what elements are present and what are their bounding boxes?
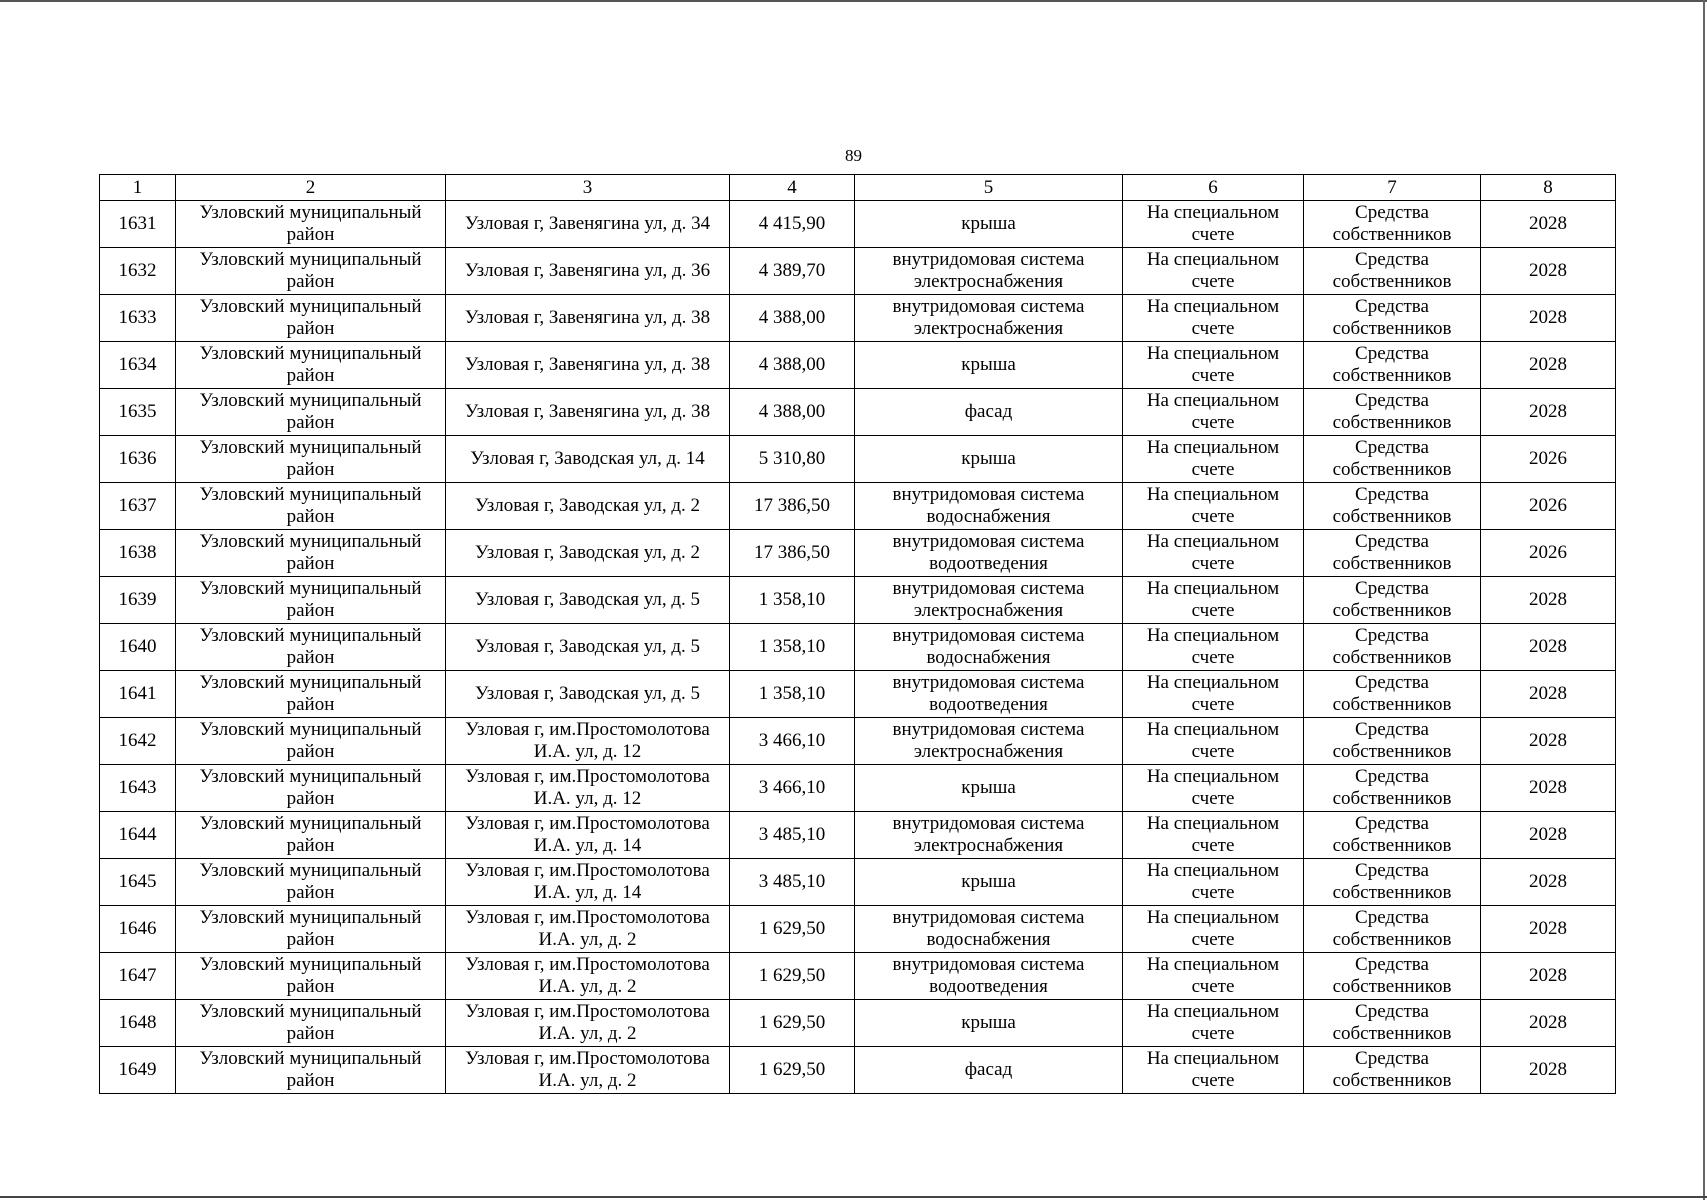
area-cell: 4 388,00	[730, 342, 855, 389]
account-type-cell: На специальном счете	[1123, 859, 1304, 906]
area-cell: 3 466,10	[730, 765, 855, 812]
account-type-cell: На специальном счете	[1123, 812, 1304, 859]
funding-source-cell: Средства собственников	[1304, 1000, 1481, 1047]
table-body	[100, 201, 1616, 1094]
address-cell: Узловая г, Завенягина ул, д. 34	[446, 201, 730, 248]
account-type-cell: На специальном счете	[1123, 1047, 1304, 1094]
address-cell: Узловая г, Заводская ул, д. 2	[446, 483, 730, 530]
area-cell: 1 629,50	[730, 1000, 855, 1047]
district-cell: Узловский муниципальный район	[176, 483, 446, 530]
table-row	[100, 577, 1616, 624]
work-type-cell: крыша	[855, 1000, 1123, 1047]
table-row	[100, 342, 1616, 389]
year-cell: 2028	[1481, 389, 1616, 436]
row-number-cell: 1632	[100, 248, 176, 295]
district-cell: Узловский муниципальный район	[176, 295, 446, 342]
account-type-cell: На специальном счете	[1123, 718, 1304, 765]
year-cell: 2028	[1481, 906, 1616, 953]
top-scan-edge	[0, 0, 1707, 2]
work-type-cell: внутридомовая система водоснабжения	[855, 483, 1123, 530]
area-cell: 1 358,10	[730, 624, 855, 671]
address-cell: Узловая г, Завенягина ул, д. 38	[446, 342, 730, 389]
page-number: 89	[845, 146, 862, 165]
row-number-cell: 1645	[100, 859, 176, 906]
address-cell: Узловая г, Завенягина ул, д. 38	[446, 295, 730, 342]
work-type-cell: внутридомовая система электроснабжения	[855, 812, 1123, 859]
right-scan-edge	[1703, 0, 1705, 1200]
work-type-cell: фасад	[855, 1047, 1123, 1094]
area-cell: 17 386,50	[730, 530, 855, 577]
row-number-cell: 1636	[100, 436, 176, 483]
work-type-cell: внутридомовая система электроснабжения	[855, 577, 1123, 624]
area-cell: 1 629,50	[730, 1047, 855, 1094]
account-type-cell: На специальном счете	[1123, 342, 1304, 389]
work-type-cell: крыша	[855, 342, 1123, 389]
year-cell: 2028	[1481, 342, 1616, 389]
header-row	[100, 175, 1616, 201]
area-cell: 1 629,50	[730, 953, 855, 1000]
row-number-cell: 1648	[100, 1000, 176, 1047]
row-number-cell: 1639	[100, 577, 176, 624]
table-row	[100, 624, 1616, 671]
table-row	[100, 718, 1616, 765]
table-row	[100, 765, 1616, 812]
row-number-cell: 1649	[100, 1047, 176, 1094]
column-header: 5	[855, 175, 1123, 201]
account-type-cell: На специальном счете	[1123, 295, 1304, 342]
year-cell: 2028	[1481, 812, 1616, 859]
account-type-cell: На специальном счете	[1123, 483, 1304, 530]
address-cell: Узловая г, Заводская ул, д. 2	[446, 530, 730, 577]
district-cell: Узловский муниципальный район	[176, 342, 446, 389]
district-cell: Узловский муниципальный район	[176, 624, 446, 671]
district-cell: Узловский муниципальный район	[176, 577, 446, 624]
year-cell: 2028	[1481, 859, 1616, 906]
district-cell: Узловский муниципальный район	[176, 389, 446, 436]
district-cell: Узловский муниципальный район	[176, 765, 446, 812]
district-cell: Узловский муниципальный район	[176, 671, 446, 718]
funding-source-cell: Средства собственников	[1304, 436, 1481, 483]
year-cell: 2028	[1481, 577, 1616, 624]
year-cell: 2028	[1481, 1000, 1616, 1047]
account-type-cell: На специальном счете	[1123, 248, 1304, 295]
account-type-cell: На специальном счете	[1123, 389, 1304, 436]
account-type-cell: На специальном счете	[1123, 530, 1304, 577]
address-cell: Узловая г, Завенягина ул, д. 38	[446, 389, 730, 436]
funding-source-cell: Средства собственников	[1304, 201, 1481, 248]
area-cell: 1 358,10	[730, 671, 855, 718]
account-type-cell: На специальном счете	[1123, 906, 1304, 953]
row-number-cell: 1647	[100, 953, 176, 1000]
column-header: 1	[100, 175, 176, 201]
table-row	[100, 812, 1616, 859]
address-cell: Узловая г, им.Простомолотова И.А. ул, д. 2	[446, 953, 730, 1000]
account-type-cell: На специальном счете	[1123, 953, 1304, 1000]
column-header: 3	[446, 175, 730, 201]
work-type-cell: внутридомовая система водоотведения	[855, 530, 1123, 577]
year-cell: 2028	[1481, 248, 1616, 295]
row-number-cell: 1642	[100, 718, 176, 765]
column-header: 6	[1123, 175, 1304, 201]
table-row	[100, 389, 1616, 436]
area-cell: 4 388,00	[730, 389, 855, 436]
row-number-cell: 1638	[100, 530, 176, 577]
work-type-cell: внутридомовая система водоснабжения	[855, 906, 1123, 953]
funding-source-cell: Средства собственников	[1304, 248, 1481, 295]
address-cell: Узловая г, им.Простомолотова И.А. ул, д. 2	[446, 1000, 730, 1047]
column-header: 2	[176, 175, 446, 201]
work-type-cell: крыша	[855, 859, 1123, 906]
row-number-cell: 1644	[100, 812, 176, 859]
year-cell: 2028	[1481, 1047, 1616, 1094]
address-cell: Узловая г, им.Простомолотова И.А. ул, д. 14	[446, 859, 730, 906]
account-type-cell: На специальном счете	[1123, 671, 1304, 718]
column-header: 8	[1481, 175, 1616, 201]
area-cell: 3 485,10	[730, 812, 855, 859]
year-cell: 2026	[1481, 530, 1616, 577]
funding-source-cell: Средства собственников	[1304, 577, 1481, 624]
funding-source-cell: Средства собственников	[1304, 953, 1481, 1000]
area-cell: 5 310,80	[730, 436, 855, 483]
year-cell: 2028	[1481, 624, 1616, 671]
district-cell: Узловский муниципальный район	[176, 201, 446, 248]
account-type-cell: На специальном счете	[1123, 1000, 1304, 1047]
row-number-cell: 1634	[100, 342, 176, 389]
table-row	[100, 671, 1616, 718]
funding-source-cell: Средства собственников	[1304, 1047, 1481, 1094]
table-row	[100, 201, 1616, 248]
table-header	[100, 175, 1616, 201]
address-cell: Узловая г, Заводская ул, д. 5	[446, 671, 730, 718]
funding-source-cell: Средства собственников	[1304, 718, 1481, 765]
funding-source-cell: Средства собственников	[1304, 859, 1481, 906]
funding-source-cell: Средства собственников	[1304, 906, 1481, 953]
table-row	[100, 1047, 1616, 1094]
area-cell: 1 629,50	[730, 906, 855, 953]
funding-source-cell: Средства собственников	[1304, 483, 1481, 530]
table-row	[100, 248, 1616, 295]
account-type-cell: На специальном счете	[1123, 577, 1304, 624]
funding-source-cell: Средства собственников	[1304, 765, 1481, 812]
area-cell: 4 388,00	[730, 295, 855, 342]
year-cell: 2028	[1481, 953, 1616, 1000]
table-row	[100, 530, 1616, 577]
work-type-cell: внутридомовая система электроснабжения	[855, 295, 1123, 342]
account-type-cell: На специальном счете	[1123, 436, 1304, 483]
address-cell: Узловая г, им.Простомолотова И.А. ул, д. 2	[446, 1047, 730, 1094]
work-type-cell: крыша	[855, 436, 1123, 483]
funding-source-cell: Средства собственников	[1304, 624, 1481, 671]
row-number-cell: 1633	[100, 295, 176, 342]
address-cell: Узловая г, Заводская ул, д. 5	[446, 577, 730, 624]
row-number-cell: 1631	[100, 201, 176, 248]
row-number-cell: 1637	[100, 483, 176, 530]
table-row	[100, 436, 1616, 483]
table-row	[100, 906, 1616, 953]
work-type-cell: крыша	[855, 765, 1123, 812]
work-type-cell: крыша	[855, 201, 1123, 248]
area-cell: 4 415,90	[730, 201, 855, 248]
district-cell: Узловский муниципальный район	[176, 953, 446, 1000]
year-cell: 2028	[1481, 718, 1616, 765]
area-cell: 17 386,50	[730, 483, 855, 530]
district-cell: Узловский муниципальный район	[176, 718, 446, 765]
account-type-cell: На специальном счете	[1123, 201, 1304, 248]
district-cell: Узловский муниципальный район	[176, 436, 446, 483]
table-row	[100, 953, 1616, 1000]
work-type-cell: внутридомовая система электроснабжения	[855, 248, 1123, 295]
year-cell: 2026	[1481, 436, 1616, 483]
year-cell: 2028	[1481, 765, 1616, 812]
row-number-cell: 1646	[100, 906, 176, 953]
address-cell: Узловая г, Заводская ул, д. 5	[446, 624, 730, 671]
table-row	[100, 483, 1616, 530]
row-number-cell: 1640	[100, 624, 176, 671]
table-row	[100, 295, 1616, 342]
address-cell: Узловая г, Завенягина ул, д. 36	[446, 248, 730, 295]
year-cell: 2028	[1481, 671, 1616, 718]
work-type-cell: внутридомовая система электроснабжения	[855, 718, 1123, 765]
district-cell: Узловский муниципальный район	[176, 812, 446, 859]
work-type-cell: внутридомовая система водоотведения	[855, 953, 1123, 1000]
work-type-cell: внутридомовая система водоотведения	[855, 671, 1123, 718]
account-type-cell: На специальном счете	[1123, 765, 1304, 812]
funding-source-cell: Средства собственников	[1304, 671, 1481, 718]
column-header: 4	[730, 175, 855, 201]
bottom-scan-edge	[0, 1196, 1707, 1198]
district-cell: Узловский муниципальный район	[176, 530, 446, 577]
address-cell: Узловая г, им.Простомолотова И.А. ул, д. 2	[446, 906, 730, 953]
table-row	[100, 859, 1616, 906]
address-cell: Узловая г, им.Простомолотова И.А. ул, д. 12	[446, 718, 730, 765]
row-number-cell: 1635	[100, 389, 176, 436]
district-cell: Узловский муниципальный район	[176, 1047, 446, 1094]
district-cell: Узловский муниципальный район	[176, 1000, 446, 1047]
funding-source-cell: Средства собственников	[1304, 812, 1481, 859]
column-header: 7	[1304, 175, 1481, 201]
address-cell: Узловая г, им.Простомолотова И.А. ул, д. 14	[446, 812, 730, 859]
district-cell: Узловский муниципальный район	[176, 906, 446, 953]
year-cell: 2028	[1481, 201, 1616, 248]
address-cell: Узловая г, им.Простомолотова И.А. ул, д. 12	[446, 765, 730, 812]
funding-source-cell: Средства собственников	[1304, 389, 1481, 436]
funding-source-cell: Средства собственников	[1304, 342, 1481, 389]
area-cell: 3 466,10	[730, 718, 855, 765]
address-cell: Узловая г, Заводская ул, д. 14	[446, 436, 730, 483]
district-cell: Узловский муниципальный район	[176, 859, 446, 906]
account-type-cell: На специальном счете	[1123, 624, 1304, 671]
funding-source-cell: Средства собственников	[1304, 295, 1481, 342]
row-number-cell: 1641	[100, 671, 176, 718]
work-type-cell: фасад	[855, 389, 1123, 436]
year-cell: 2026	[1481, 483, 1616, 530]
year-cell: 2028	[1481, 295, 1616, 342]
area-cell: 4 389,70	[730, 248, 855, 295]
area-cell: 3 485,10	[730, 859, 855, 906]
table-row	[100, 1000, 1616, 1047]
funding-source-cell: Средства собственников	[1304, 530, 1481, 577]
area-cell: 1 358,10	[730, 577, 855, 624]
district-cell: Узловский муниципальный район	[176, 248, 446, 295]
row-number-cell: 1643	[100, 765, 176, 812]
work-type-cell: внутридомовая система водоснабжения	[855, 624, 1123, 671]
registry-table	[99, 174, 1616, 1094]
